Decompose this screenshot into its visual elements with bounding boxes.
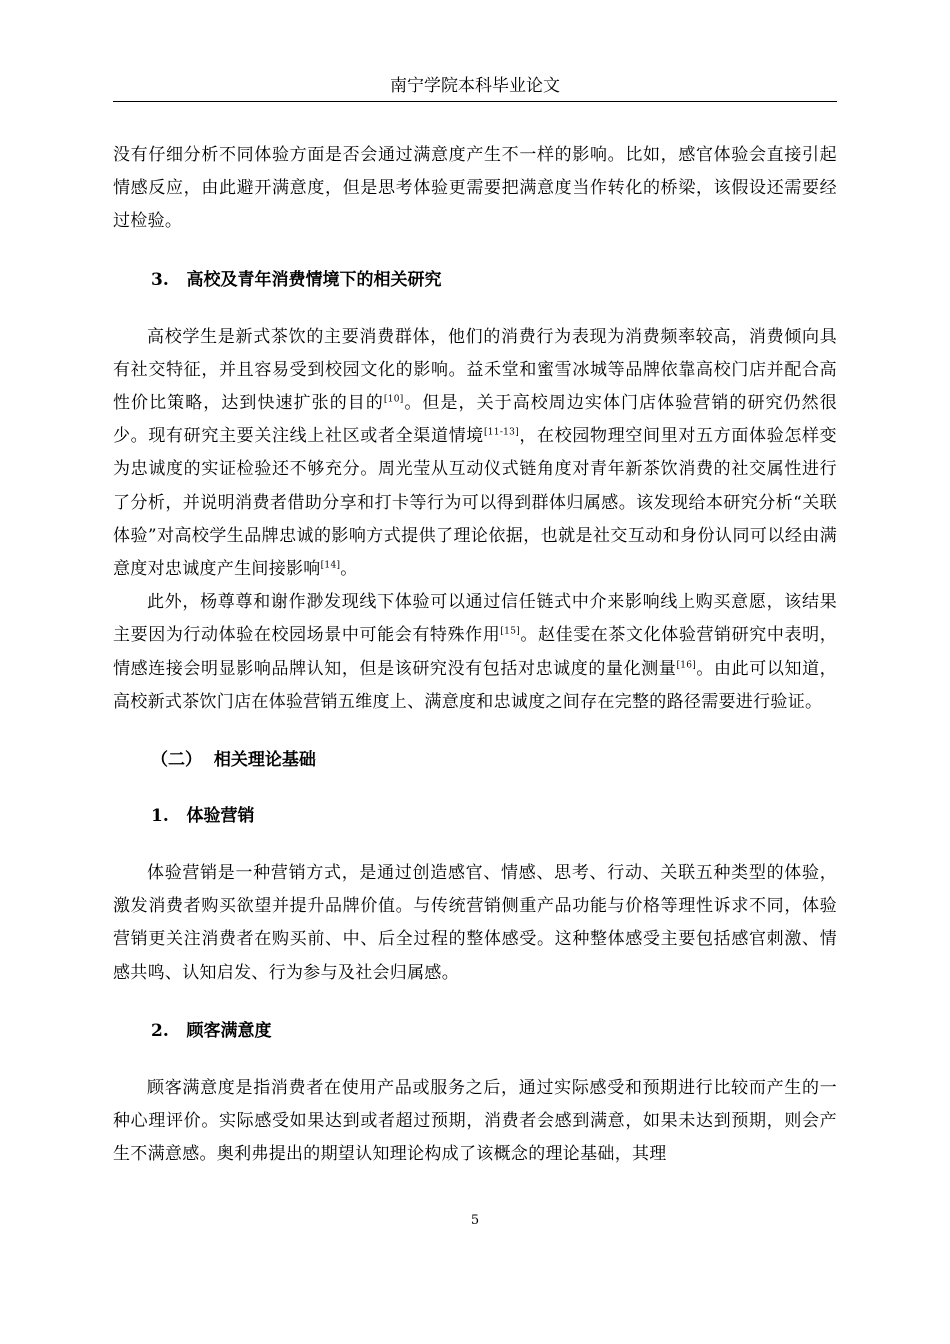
citation: [11-13] — [483, 427, 520, 438]
section-heading-3 — [113, 1015, 837, 1048]
heading-title: 相关理论基础 — [213, 750, 316, 771]
paragraph-customer-satisfaction — [113, 1072, 837, 1172]
paragraph-text: 高校学生是新式茶饮的主要消费群体，他们的消费行为表现为消费频率较高，消费倾向具有社交特征，并且容易受到校园文化的影响。益禾堂和蜜雪冰城等品牌依靠高校门店并配合高性价比策略，达到快速扩张的目的 — [113, 326, 837, 414]
heading-title: 体验营销 — [186, 806, 255, 827]
paragraph-text: 此外，杨尊尊和谢作渺发现线下体验可以通过信任链式中介来影响线上购买意愿，该结果主要因为行动体验在校园场景中可能会有特殊作用 — [113, 592, 837, 646]
running-header: 南宁学院本科毕业论文 — [390, 76, 560, 96]
paragraph-text: 体验营销是一种营销方式，是通过创造感官、情感、思考、行动、关联五种类型的体验，激发消费者购买欲望并提升品牌价值。与传统营销侧重产品功能与价格等理性诉求不同，体验营销更关注消费者在购买前、中、后全过程的整体感受。这种整体感受主要包括感官刺激、情感共鸣、认知启发、行为参与及社会归属感。 — [113, 863, 837, 983]
page-number: 5 — [470, 1213, 480, 1228]
page-body — [113, 139, 837, 1171]
heading-number: 1. — [151, 806, 169, 827]
paragraph-text: 。但是，关于高校周边实体门店体验营销的研究仍然很少。现有研究主要关注线上社区或者全渠道情境 — [113, 393, 837, 447]
heading-number: 2. — [151, 1020, 169, 1041]
paragraph-text: ，在校园物理空间里对五方面体验怎样变为忠诚度的实证检验还不够充分。周光莹从互动仪式链角度对青年新茶饮消费的社交属性进行了分析，并说明消费者借助分享和打卡等行为可以得到群体归属感。该发现给本研究分析“关联体验”对高校学生品牌忠诚的影响方式提供了理论依据，也就是社交互动和身份认同可以经由满意度对忠诚度产生间接影响 — [113, 426, 837, 580]
citation: [14] — [320, 560, 341, 571]
paragraph-text: 。由此可以知道，高校新式茶饮门店在体验营销五维度上、满意度和忠诚度之间存在完整的路径需要进行验证。 — [113, 658, 837, 712]
paragraph-campus-consumers — [113, 321, 837, 587]
heading-title: 高校及青年消费情境下的相关研究 — [186, 269, 442, 290]
citation: [16] — [676, 659, 697, 670]
heading-title: 顾客满意度 — [186, 1020, 272, 1041]
heading-number: （二） — [151, 750, 202, 771]
citation: [10] — [383, 394, 404, 405]
paragraph-text: 。赵佳雯在茶文化体验营销研究中表明，情感连接会明显影响品牌认知，但是该研究没有包括对忠诚度的量化测量 — [113, 625, 837, 679]
header-rule — [113, 101, 837, 102]
paragraph-further-studies — [113, 586, 837, 719]
heading-number: 3. — [151, 269, 169, 290]
paragraph-text: 。 — [340, 559, 358, 580]
citation: [15] — [500, 626, 521, 637]
paragraph-experiential-marketing — [113, 857, 837, 990]
section-heading-3 — [113, 264, 837, 297]
paragraph-continuation — [113, 139, 837, 239]
paragraph-text: 顾客满意度是指消费者在使用产品或服务之后，通过实际感受和预期进行比较而产生的一种心理评价。实际感受如果达到或者超过预期，消费者会感到满意，如果未达到预期，则会产生不满意感。奥利弗提出的期望认知理论构成了该概念的理论基础，其理 — [113, 1077, 837, 1165]
section-heading-2 — [113, 744, 837, 777]
paragraph-text: 没有仔细分析不同体验方面是否会通过满意度产生不一样的影响。比如，感官体验会直接引起情感反应，由此避开满意度，但是思考体验更需要把满意度当作转化的桥梁，该假设还需要经过检验。 — [113, 145, 837, 232]
section-heading-3 — [113, 800, 837, 833]
